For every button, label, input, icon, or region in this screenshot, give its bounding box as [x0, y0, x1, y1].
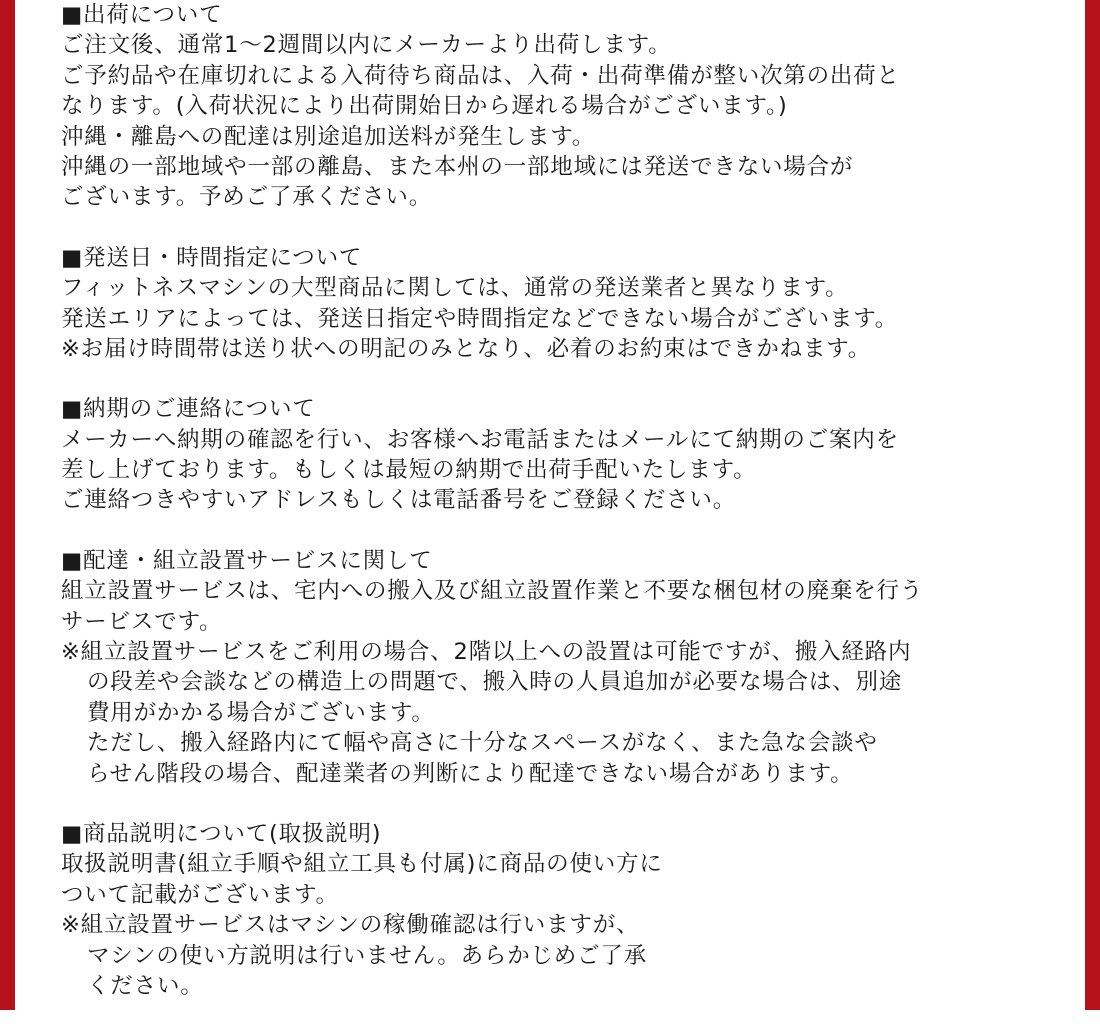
section-shipping — [61, 0, 1051, 213]
section-heading: ■商品説明について(取扱説明) — [61, 820, 382, 847]
section-text-line: 差し上げております。もしくは最短の納期で出荷手配いたします。 — [61, 457, 757, 484]
section-text-line: ※お届け時間帯は送り状への明記のみとなり、必着のお約束はできかねます。 — [61, 335, 872, 362]
section-text-line: サービスです。 — [61, 608, 223, 635]
section-text-line: ただし、搬入経路内にて幅や高さに十分なスペースがなく、また急な会談や — [87, 730, 878, 757]
section-text-line: なります。(入荷状況により出荷開始日から遅れる場合がございます。) — [61, 93, 788, 120]
section-heading: ■配達・組立設置サービスに関して — [61, 547, 433, 574]
section-text-line: 費用がかかる場合がございます。 — [87, 699, 435, 726]
section-assembly-service — [61, 546, 1051, 789]
section-text-line: マシンの使い方説明は行いません。あらかじめご了承 — [87, 942, 647, 969]
section-text-line: ついて記載がございます。 — [61, 881, 339, 908]
section-heading: ■納期のご連絡について — [61, 396, 316, 423]
section-heading: ■出荷について — [61, 2, 223, 28]
section-text-line: 沖縄・離島への配達は別途追加送料が発生します。 — [61, 123, 596, 150]
section-heading: ■発送日・時間指定について — [61, 244, 363, 271]
left-accent-bar — [0, 0, 15, 1010]
section-schedule-contact — [61, 394, 1051, 516]
section-text-line: ご予約品や在庫切れによる入荷待ち商品は、入荷・出荷準備が整い次第の出荷と — [61, 62, 900, 89]
section-text-line: ※組立設置サービスをご利用の場合、2階以上への設置は可能ですが、搬入経路内 — [61, 639, 912, 666]
section-text-line: 発送エリアによっては、発送日指定や時間指定などできない場合がございます。 — [61, 305, 899, 332]
section-text-line: ください。 — [87, 972, 204, 999]
section-text-line: ご注文後、通常1～2週間以内にメーカーより出荷します。 — [61, 32, 672, 59]
section-text-line: の段差や会談などの構造上の問題で、搬入時の人員追加が必要な場合は、別途 — [87, 669, 903, 696]
section-text-line: ございます。予めご了承ください。 — [61, 184, 433, 211]
section-text-line: 沖縄の一部地域や一部の離島、また本州の一部地域には発送できない場合が — [61, 153, 854, 180]
section-text-line: メーカーへ納期の確認を行い、お客様へお電話またはメールにて納期のご案内を — [61, 426, 899, 453]
section-text-line: フィットネスマシンの大型商品に関しては、通常の発送業者と異なります。 — [61, 275, 849, 302]
section-text-line: 組立設置サービスは、宅内への搬入及び組立設置作業と不要な梱包材の廃棄を行う — [61, 578, 924, 605]
section-text-line: ※組立設置サービスはマシンの稼働確認は行いますが、 — [61, 912, 640, 939]
policy-content — [61, 0, 1051, 1031]
section-text-line: らせん階段の場合、配達業者の判断により配達できない場合があります。 — [87, 760, 854, 787]
section-delivery-time — [61, 243, 1051, 365]
section-text-line: ご連絡つきやすいアドレスもしくは電話番号をご登録ください。 — [61, 487, 737, 514]
section-product-manual — [61, 819, 1051, 1001]
right-accent-bar — [1085, 0, 1100, 1010]
section-text-line: 取扱説明書(組立手順や組立工具も付属)に商品の使い方に — [61, 851, 663, 878]
